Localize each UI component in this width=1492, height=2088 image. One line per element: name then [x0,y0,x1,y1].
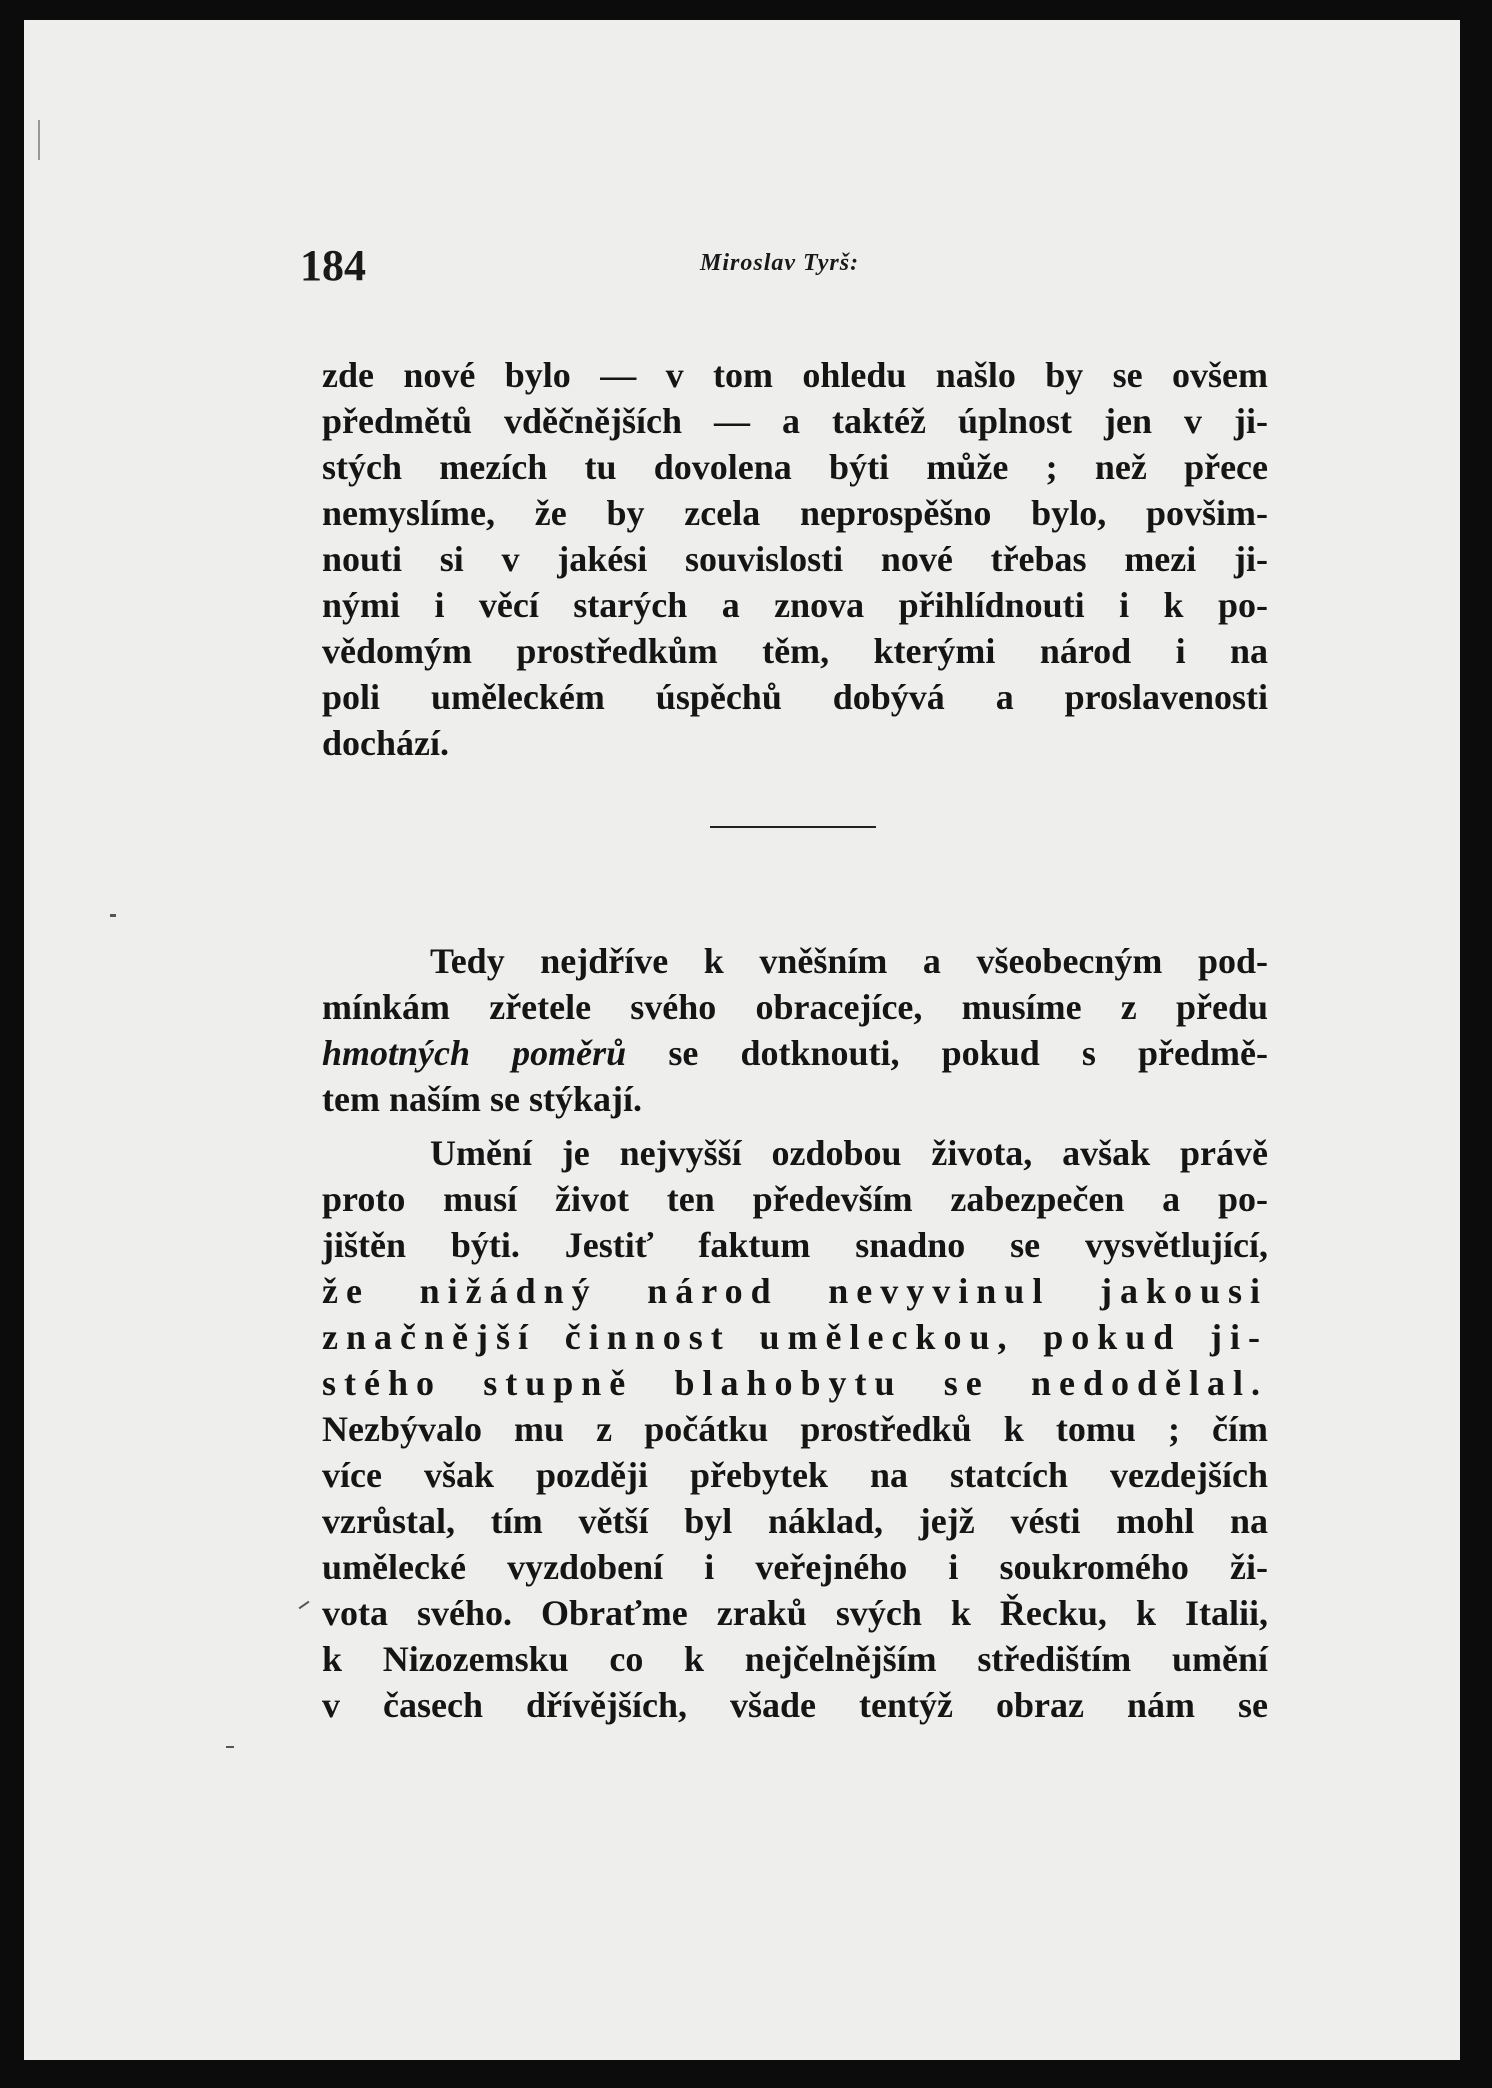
text-line: nouti si v jakési souvislosti nové třebas mezi ji- [322,539,1268,579]
text-line: umělecké vyzdobení i veřejného i soukromého ži- [322,1547,1268,1587]
paragraph-1 [322,352,1268,766]
section-separator [710,826,876,828]
text-line-rest: se dotknouti, pokud s předmě- [626,1033,1268,1073]
page-number: 184 [300,241,366,290]
running-head: Miroslav Tyrš: [700,250,860,276]
page-header [300,240,1268,300]
scan-speck [38,120,40,160]
scan-speck [110,914,116,917]
text-line: stých mezích tu dovolena býti může ; než přece [322,447,1268,487]
text-line: zde nové bylo — v tom ohledu našlo by se ovšem [322,355,1268,395]
text-line: poli uměleckém úspěchů dobývá a proslavenosti [322,677,1268,717]
text-line: proto musí život ten především zabezpečen a po- [322,1179,1268,1219]
text-line: jištěn býti. Jestiť faktum snadno se vysvětlující, [322,1225,1268,1265]
text-line: značnější činnost uměleckou, pokud ji- [322,1317,1268,1357]
text-line: nemyslíme, že by zcela neprospěšno bylo, povšim- [322,493,1268,533]
text-line: tem naším se stýkají. [322,1079,642,1119]
text-line-with-emphasis [322,1030,1268,1076]
text-line: v časech dřívějších, všade tentýž obraz nám se [322,1685,1268,1725]
text-line: mínkám zřetele svého obracejíce, musíme z předu [322,987,1268,1027]
emphasized-phrase: hmotných poměrů [322,1033,627,1073]
text-line: vota svého. Obraťme zraků svých k Řecku, k Italii, [322,1593,1268,1633]
text-line: k Nizozemsku co k nejčelnějším středištím umění [322,1639,1268,1679]
text-line: že nižádný národ nevyvinul jakousi [322,1271,1268,1311]
text-line: Tedy nejdříve k vněšním a všeobecným pod- [430,941,1268,981]
text-line: vzrůstal, tím větší byl náklad, jejž vésti mohl na [322,1501,1268,1541]
paragraph-2 [322,938,1268,1122]
text-line: dochází. [322,723,450,763]
text-line: předmětů vděčnějších — a taktéž úplnost jen v ji- [322,401,1268,441]
text-line: více však později přebytek na statcích vezdejších [322,1455,1268,1495]
text-line: vědomým prostředkům těm, kterými národ i na [322,631,1268,671]
text-line: Nezbývalo mu z počátku prostředků k tomu ; čím [322,1409,1268,1449]
scan-speck [226,1746,234,1748]
text-line: Umění je nejvyšší ozdobou života, avšak právě [430,1133,1268,1173]
text-line: nými i věcí starých a znova přihlídnouti i k po- [322,585,1268,625]
text-line: stého stupně blahobytu se nedodělal. [322,1363,1268,1403]
paragraph-3 [322,1130,1268,1728]
